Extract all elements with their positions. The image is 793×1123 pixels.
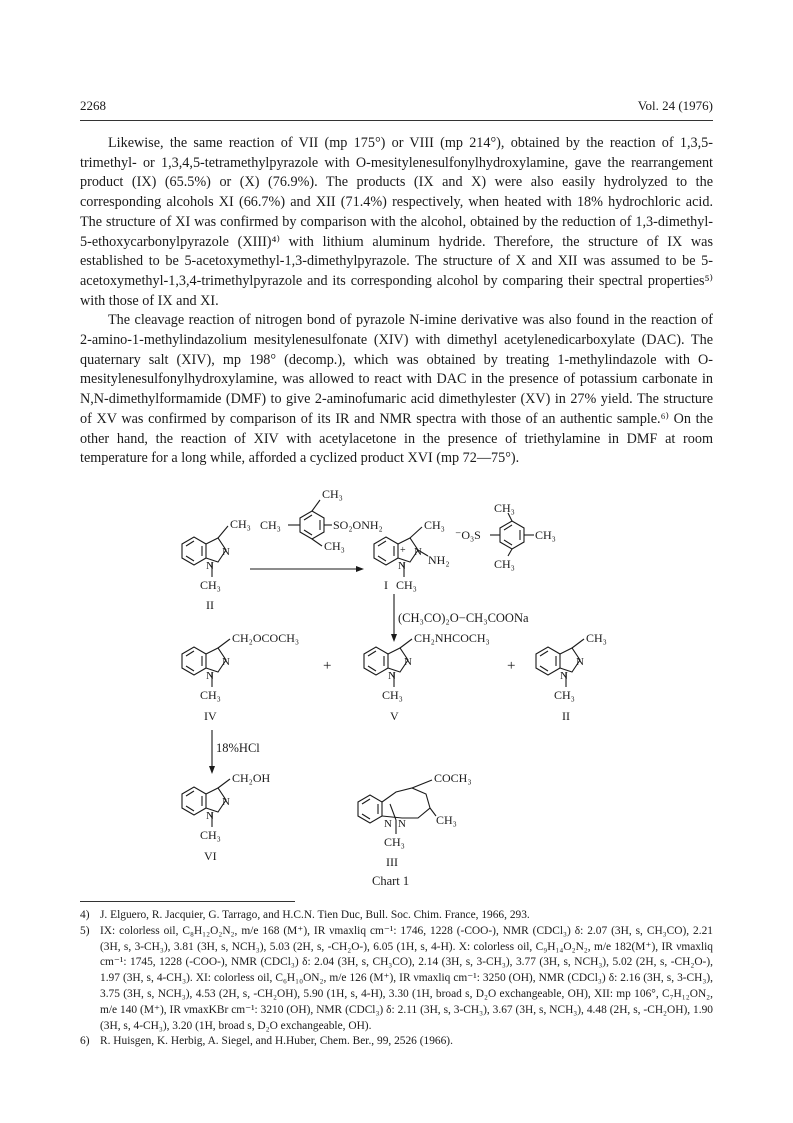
n-label: N	[206, 810, 214, 822]
footnote-text: J. Elguero, R. Jacquier, G. Tarrago, and H.C.N. Tien Duc, Bull. Soc. Chim. France, 1966, 293.	[100, 909, 530, 921]
ch3-label: CH₃	[200, 578, 221, 592]
ch3-label: CH₃	[230, 517, 251, 531]
n-label: N	[206, 670, 214, 682]
footnote-rule	[80, 901, 295, 902]
paragraph: Likewise, the same reaction of VII (mp 175°) or VIII (mp 214°), obtained by the reaction of 1,3,5-trimethyl- or 1,3,4,5-tetramethylpyrazole with O-mesitylenesulfonylhydroxylamine, gave the rearrangement product (IX) (65.5%) or (X) (76.9%). The products (IX and X) were also easily hydrolyzed to the corresponding alcohols XI (66.7%) and XII (71.4%) respectively, when heated with 18% hydrochloric acid. The structure of XI was confirmed by comparison with the alcohol, obtained by the reduction of 1,3-dimethyl-5-ethoxycarbonylpyrazole (XIII)⁴⁾ with lithium aluminum hydride. Therefore, the structure of IX was established to be 5-acetoxymethyl-1,3-dimethylpyrazole. The structure of X and XII was assumed to be 5-acetoxymethyl-1,3,4-trimethylpyrazole and its corresponding alcohol by comparing their spectral properties⁵⁾ with those of IX and XI.	[80, 135, 713, 309]
ch3-label: CH₃	[396, 578, 417, 592]
reaction-scheme	[160, 482, 640, 892]
ch3-label: CH₃	[322, 487, 343, 501]
n-label: N	[222, 656, 230, 668]
header-rule	[80, 120, 713, 121]
n-label: N	[222, 546, 230, 558]
footnote-number: 4)	[80, 909, 90, 921]
nh2-label: NH₂	[428, 553, 450, 567]
n-label: N	[398, 560, 406, 572]
ch2nhcoch3-label: CH₂NHCOCH₃	[414, 631, 490, 645]
footnote-text: IX: colorless oil, C₈H₁₂O₂N₂, m/e 168 (M⁺), IR νmaxliq cm⁻¹: 1746, 1228 (-COO-), NMR (CDCl₃) δ: 2.07 (3H, s, CH₃CO), 2.21 (3H, s, 3-CH₃), 3.81 (3H, s, NCH₃), 5.03 (2H, s, -CH₂O-), 6.05 (1H, s, 4-H). X: colorless oil, C₉H₁₄O₂N₂, m/e 182(M⁺), IR νmaxliq cm⁻¹: 1745, 1228 (-COO-), NMR (CDCl₃) δ: 2.04 (3H, s, CH₃CO), 2.14 (3H, s, 3-CH₃), 3.77 (3H, s, NCH₃), 5.02 (2H, s, -CH₂O-), 1.97 (3H, s, 4-CH₃). XI: colorless oil, C₆H₁₀ON₂, m/e 126 (M⁺), IR νmaxliq cm⁻¹: 3250 (OH), NMR (CDCl₃) δ: 2.16 (3H, s, 3-CH₃), 3.75 (3H, s, NCH₃), 4.53 (2H, s, -CH₂OH), 5.90 (1H, s, 4-H), 3.30 (1H, broad s, D₂O exchangeable, OH), XII: mp 106°, C₇H₁₂ON₂, m/e 140 (M⁺), IR νmaxKBr cm⁻¹: 3210 (OH), NMR (CDCl₃) δ: 2.11 (3H, s, 3-CH₃), 3.67 (3H, s, NCH₃), 4.48 (2H, s, -CH₂OH), 1.90 (3H, s, 4-CH₃), 3.20 (1H, broad s, D₂O exchangeable, OH).	[100, 924, 713, 1032]
charge-plus: +	[400, 545, 406, 556]
body-text	[80, 134, 713, 469]
compound-label-VI: VI	[204, 849, 217, 863]
arrowhead	[391, 634, 397, 642]
ch3-label: CH₃	[384, 835, 405, 849]
arrowhead	[209, 766, 215, 774]
reagent-hcl: 18%HCl	[216, 741, 260, 755]
plus-sign: +	[323, 658, 332, 674]
compound-label-I: I	[384, 578, 388, 592]
structure-mesitylenesulfonate	[490, 513, 534, 556]
ch3-label: CH₃	[424, 518, 445, 532]
coch3-label: COCH₃	[434, 771, 472, 785]
compound-label-IV: IV	[204, 709, 217, 723]
ch3-label: CH₃	[586, 631, 607, 645]
ch3-label: CH₃	[554, 688, 575, 702]
footnote	[80, 908, 713, 924]
compound-label-II: II	[206, 598, 214, 612]
reaction-scheme-svg	[160, 482, 640, 892]
n-label: N	[222, 796, 230, 808]
ch3-label: CH₃	[200, 828, 221, 842]
so2onh2-label: SO₂ONH₂	[333, 518, 383, 532]
ch3-label: CH₃	[324, 539, 345, 553]
footnote	[80, 924, 713, 1035]
ch3-label: CH₃	[436, 813, 457, 827]
chart-caption: Chart 1	[372, 874, 410, 888]
ch3-label: CH₃	[200, 688, 221, 702]
ch3-label: CH₃	[382, 688, 403, 702]
page-number: 2268	[80, 98, 106, 113]
n-label: N	[576, 656, 584, 668]
footnote-number: 5)	[80, 924, 90, 937]
o3s-label: ⁻O₃S	[455, 528, 481, 542]
compound-label-III: III	[386, 855, 398, 869]
page-header	[80, 98, 713, 118]
compound-label-V: V	[390, 709, 399, 723]
ch3-label: CH₃	[494, 501, 515, 515]
structure-III	[358, 780, 436, 834]
n-label: N	[384, 818, 392, 830]
ch2oh-label: CH₂OH	[232, 771, 271, 785]
n-label: N	[388, 670, 396, 682]
n-label: N	[206, 560, 214, 572]
arrowhead	[356, 566, 364, 572]
n-label: N	[414, 546, 422, 558]
n-label: N	[398, 818, 406, 830]
reagent-ac2o: (CH₃CO)₂O−CH₃COONa	[398, 611, 529, 625]
footnotes	[80, 908, 713, 1050]
footnote-number: 6)	[80, 1035, 90, 1048]
footnote	[80, 1034, 713, 1050]
plus-sign: +	[507, 658, 516, 674]
compound-label-II: II	[562, 709, 570, 723]
ch3-label: CH₃	[494, 557, 515, 571]
n-label: N	[560, 670, 568, 682]
volume-label: Vol. 24 (1976)	[637, 98, 713, 113]
paragraph: The cleavage reaction of nitrogen bond of pyrazole N-imine derivative was also found in the reaction of 2-amino-1-methylindazolium mesitylenesulfonate (XIV) with dimethyl acetylenedicarboxylate (DAC). The quaternary salt (XIV), mp 198° (decomp.), which was obtained by treating 1-methylindazole with O-mesitylenesulfonylhydroxylamine, was allowed to react with DAC in the presence of potassium carbonate in N,N-dimethylformamide (DMF) to give 2-aminofumaric acid dimethylester (XV) in 27% yield. The structure of XV was confirmed by comparison of its IR and NMR spectra with those of an authentic sample.⁶⁾ On the other hand, the reaction of XIV with acetylacetone in the presence of triethylamine in DMF at room temperature for a long while, afforded a cyclized product XVI (mp 72—75°).	[80, 312, 713, 467]
ch3-label: CH₃	[535, 528, 556, 542]
ch3-label: CH₃	[260, 518, 281, 532]
ch2ococh3-label: CH₂OCOCH₃	[232, 631, 300, 645]
footnote-text: R. Huisgen, K. Herbig, A. Siegel, and H.Huber, Chem. Ber., 99, 2526 (1966).	[100, 1035, 453, 1048]
n-label: N	[404, 656, 412, 668]
